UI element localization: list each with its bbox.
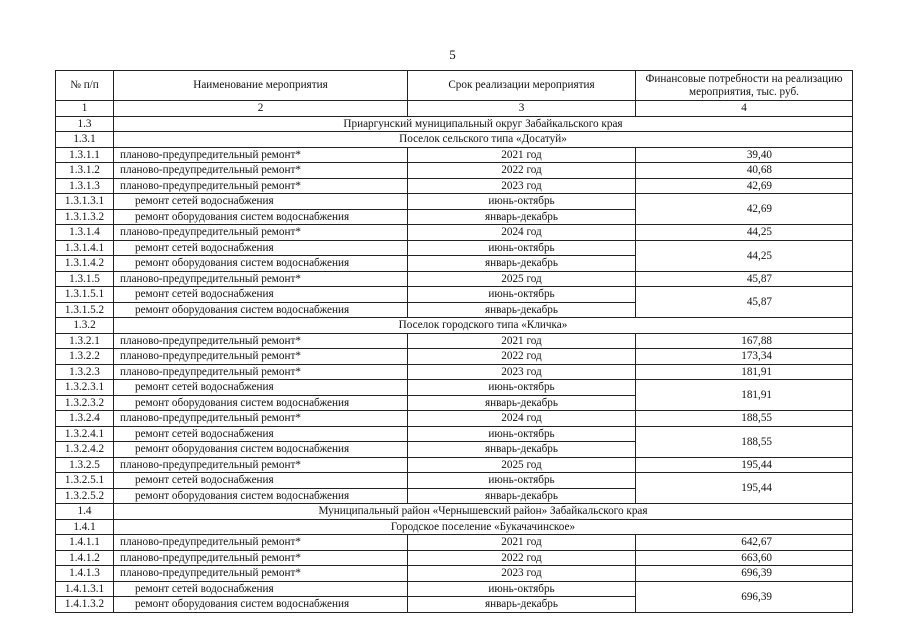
activity-period: 2022 год xyxy=(408,550,636,566)
activity-period: июнь-октябрь xyxy=(408,473,636,489)
row-number: 1.3.2.4.2 xyxy=(56,442,114,458)
table-row xyxy=(56,457,853,473)
row-number: 1.4.1.3.2 xyxy=(56,597,114,613)
activity-name: ремонт оборудования систем водоснабжения xyxy=(114,597,408,613)
activity-period: июнь-октябрь xyxy=(408,581,636,597)
activity-amount: 45,87 xyxy=(636,287,853,318)
activity-amount: 181,91 xyxy=(636,380,853,411)
table-row xyxy=(56,287,853,303)
activity-period: январь-декабрь xyxy=(408,209,636,225)
section-row xyxy=(56,132,853,148)
row-number: 1.3.1.4 xyxy=(56,225,114,241)
activity-amount: 195,44 xyxy=(636,457,853,473)
activity-name: ремонт сетей водоснабжения xyxy=(114,380,408,396)
table-row xyxy=(56,349,853,365)
activity-period: июнь-октябрь xyxy=(408,380,636,396)
activity-period: июнь-октябрь xyxy=(408,287,636,303)
row-number: 1.3.2 xyxy=(56,318,114,334)
activity-name: планово-предупредительный ремонт* xyxy=(114,147,408,163)
row-number: 1.3.2.1 xyxy=(56,333,114,349)
activity-name: планово-предупредительный ремонт* xyxy=(114,457,408,473)
row-number: 1.3.1.5.1 xyxy=(56,287,114,303)
section-title: Городское поселение «Букачачинское» xyxy=(114,519,853,535)
table-row xyxy=(56,271,853,287)
activity-name: ремонт сетей водоснабжения xyxy=(114,473,408,489)
row-number: 1.4.1.2 xyxy=(56,550,114,566)
activity-amount: 44,25 xyxy=(636,240,853,271)
section-title: Приаргунский муниципальный округ Забайкальского края xyxy=(114,116,853,132)
table-header-row xyxy=(56,71,853,101)
table-row xyxy=(56,566,853,582)
activity-name: ремонт оборудования систем водоснабжения xyxy=(114,488,408,504)
activity-name: планово-предупредительный ремонт* xyxy=(114,271,408,287)
row-number: 1.3.2.4.1 xyxy=(56,426,114,442)
activity-name: ремонт оборудования систем водоснабжения xyxy=(114,209,408,225)
activity-amount: 45,87 xyxy=(636,271,853,287)
activity-name: планово-предупредительный ремонт* xyxy=(114,163,408,179)
row-number: 1.3.1.3.1 xyxy=(56,194,114,210)
activity-period: июнь-октябрь xyxy=(408,240,636,256)
activity-period: 2025 год xyxy=(408,271,636,287)
column-number: 4 xyxy=(636,101,853,117)
activity-name: ремонт сетей водоснабжения xyxy=(114,194,408,210)
activity-name: ремонт сетей водоснабжения xyxy=(114,287,408,303)
table-row xyxy=(56,240,853,256)
activities-table xyxy=(55,70,853,613)
activity-name: ремонт сетей водоснабжения xyxy=(114,240,408,256)
section-row xyxy=(56,116,853,132)
activity-name: планово-предупредительный ремонт* xyxy=(114,225,408,241)
activity-amount: 663,60 xyxy=(636,550,853,566)
row-number: 1.3.2.5.2 xyxy=(56,488,114,504)
row-number: 1.4.1.3.1 xyxy=(56,581,114,597)
activity-amount: 181,91 xyxy=(636,364,853,380)
activity-amount: 42,69 xyxy=(636,178,853,194)
row-number: 1.3.2.5.1 xyxy=(56,473,114,489)
activity-period: июнь-октябрь xyxy=(408,426,636,442)
activity-period: 2021 год xyxy=(408,333,636,349)
table-row xyxy=(56,411,853,427)
activity-period: 2024 год xyxy=(408,225,636,241)
row-number: 1.3.1.1 xyxy=(56,147,114,163)
activity-name: ремонт оборудования систем водоснабжения xyxy=(114,256,408,272)
activity-period: 2022 год xyxy=(408,349,636,365)
activity-period: 2023 год xyxy=(408,566,636,582)
row-number: 1.3.2.3.2 xyxy=(56,395,114,411)
column-number: 1 xyxy=(56,101,114,117)
activity-period: январь-декабрь xyxy=(408,597,636,613)
column-header-amount: Финансовые потребности на реализацию мероприятия, тыс. руб. xyxy=(636,71,853,101)
table-row xyxy=(56,473,853,489)
section-row xyxy=(56,504,853,520)
activity-amount: 167,88 xyxy=(636,333,853,349)
row-number: 1.3 xyxy=(56,116,114,132)
table-row xyxy=(56,380,853,396)
column-header-name: Наименование мероприятия xyxy=(114,71,408,101)
row-number: 1.3.2.5 xyxy=(56,457,114,473)
row-number: 1.4.1.3 xyxy=(56,566,114,582)
row-number: 1.3.2.3 xyxy=(56,364,114,380)
activity-name: планово-предупредительный ремонт* xyxy=(114,535,408,551)
table-row xyxy=(56,147,853,163)
activity-name: планово-предупредительный ремонт* xyxy=(114,550,408,566)
activity-name: ремонт оборудования систем водоснабжения xyxy=(114,302,408,318)
table-row xyxy=(56,426,853,442)
activity-name: ремонт сетей водоснабжения xyxy=(114,581,408,597)
table-row xyxy=(56,194,853,210)
row-number: 1.3.1.5 xyxy=(56,271,114,287)
activity-period: январь-декабрь xyxy=(408,442,636,458)
table-row xyxy=(56,225,853,241)
activity-period: 2025 год xyxy=(408,457,636,473)
activity-name: планово-предупредительный ремонт* xyxy=(114,364,408,380)
table-row xyxy=(56,163,853,179)
activity-period: январь-декабрь xyxy=(408,302,636,318)
section-title: Поселок городского типа «Кличка» xyxy=(114,318,853,334)
activity-period: 2023 год xyxy=(408,178,636,194)
activity-amount: 39,40 xyxy=(636,147,853,163)
activity-amount: 44,25 xyxy=(636,225,853,241)
activity-period: 2021 год xyxy=(408,535,636,551)
section-row xyxy=(56,318,853,334)
row-number: 1.3.1.5.2 xyxy=(56,302,114,318)
row-number: 1.3.1.3.2 xyxy=(56,209,114,225)
row-number: 1.3.1.4.2 xyxy=(56,256,114,272)
activity-amount: 173,34 xyxy=(636,349,853,365)
activity-period: январь-декабрь xyxy=(408,488,636,504)
activity-name: планово-предупредительный ремонт* xyxy=(114,178,408,194)
table-row xyxy=(56,535,853,551)
activity-name: планово-предупредительный ремонт* xyxy=(114,349,408,365)
activity-name: ремонт сетей водоснабжения xyxy=(114,426,408,442)
row-number: 1.3.2.4 xyxy=(56,411,114,427)
section-title: Поселок сельского типа «Досатуй» xyxy=(114,132,853,148)
table-row xyxy=(56,333,853,349)
row-number: 1.3.1.2 xyxy=(56,163,114,179)
column-header-number: № п/п xyxy=(56,71,114,101)
page-number: 5 xyxy=(449,47,456,62)
column-number: 3 xyxy=(408,101,636,117)
activity-name: ремонт оборудования систем водоснабжения xyxy=(114,395,408,411)
activity-amount: 42,69 xyxy=(636,194,853,225)
activity-amount: 696,39 xyxy=(636,566,853,582)
activity-amount: 188,55 xyxy=(636,411,853,427)
activity-period: 2024 год xyxy=(408,411,636,427)
activity-period: январь-декабрь xyxy=(408,395,636,411)
activity-period: 2022 год xyxy=(408,163,636,179)
table-row xyxy=(56,581,853,597)
activity-amount: 40,68 xyxy=(636,163,853,179)
activity-name: планово-предупредительный ремонт* xyxy=(114,566,408,582)
table-body xyxy=(56,116,853,612)
row-number: 1.3.1 xyxy=(56,132,114,148)
row-number: 1.3.1.3 xyxy=(56,178,114,194)
column-numbers-row xyxy=(56,101,853,117)
row-number: 1.3.1.4.1 xyxy=(56,240,114,256)
activity-amount: 642,67 xyxy=(636,535,853,551)
column-number: 2 xyxy=(114,101,408,117)
activity-amount: 188,55 xyxy=(636,426,853,457)
activity-period: 2023 год xyxy=(408,364,636,380)
activity-period: январь-декабрь xyxy=(408,256,636,272)
activity-name: планово-предупредительный ремонт* xyxy=(114,333,408,349)
activity-amount: 696,39 xyxy=(636,581,853,612)
row-number: 1.4.1 xyxy=(56,519,114,535)
activity-name: ремонт оборудования систем водоснабжения xyxy=(114,442,408,458)
section-title: Муниципальный район «Чернышевский район» Забайкальского края xyxy=(114,504,853,520)
table-row xyxy=(56,178,853,194)
activity-period: 2021 год xyxy=(408,147,636,163)
row-number: 1.4 xyxy=(56,504,114,520)
row-number: 1.3.2.3.1 xyxy=(56,380,114,396)
activity-name: планово-предупредительный ремонт* xyxy=(114,411,408,427)
row-number: 1.3.2.2 xyxy=(56,349,114,365)
activity-period: июнь-октябрь xyxy=(408,194,636,210)
column-header-period: Срок реализации мероприятия xyxy=(408,71,636,101)
section-row xyxy=(56,519,853,535)
table-row xyxy=(56,364,853,380)
row-number: 1.4.1.1 xyxy=(56,535,114,551)
activity-amount: 195,44 xyxy=(636,473,853,504)
table-row xyxy=(56,550,853,566)
